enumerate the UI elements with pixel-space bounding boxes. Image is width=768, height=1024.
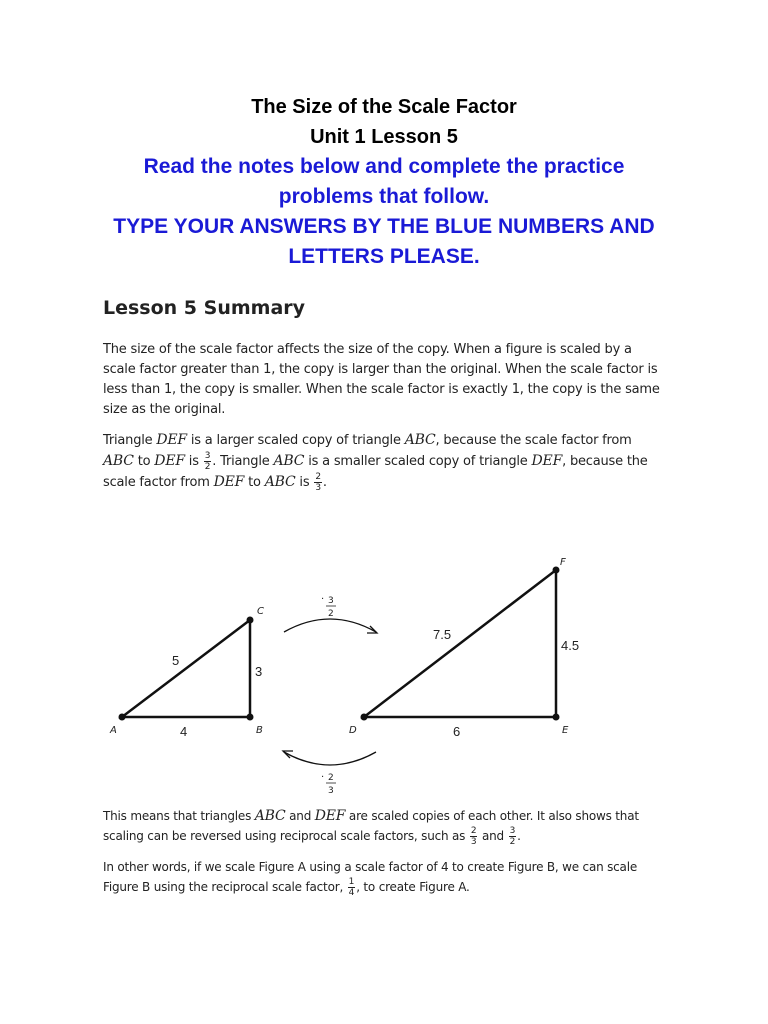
instruction-type-answers: TYPE YOUR ANSWERS BY THE BLUE NUMBERS AND LETTERS PLEASE.	[113, 215, 655, 268]
side-ac-length: 5	[172, 653, 180, 668]
summary-title: Lesson 5 Summary	[103, 297, 306, 319]
vertex-d	[361, 714, 368, 721]
fraction-denominator: 4	[348, 888, 355, 898]
label-b: B	[256, 725, 263, 736]
fraction-numerator: 2	[315, 472, 321, 482]
math-def: DEF	[531, 453, 563, 469]
vertex-f	[553, 567, 560, 574]
text: is	[184, 454, 203, 469]
reverse-factor-denominator: 3	[328, 786, 334, 796]
math-abc: ABC	[273, 453, 305, 469]
label-f: F	[560, 557, 566, 568]
conclusion-paragraph-2	[103, 857, 663, 898]
side-df-length: 7.5	[433, 627, 452, 642]
math-abc: ABC	[404, 432, 436, 448]
forward-factor-numerator: 3	[328, 596, 334, 606]
label-c: C	[257, 606, 264, 617]
fraction-denominator: 2	[204, 462, 211, 472]
vertex-a	[119, 714, 126, 721]
lesson-summary	[103, 298, 663, 503]
label-d: D	[349, 725, 357, 736]
triangle-def	[364, 570, 556, 717]
text: . Triangle	[212, 454, 274, 469]
multiply-dot: ·	[321, 594, 325, 605]
reverse-factor-numerator: 2	[328, 773, 334, 783]
instruction-notes: Read the notes below and complete the practice problems that follow.	[143, 155, 625, 208]
fraction-three-halves	[204, 451, 212, 472]
header	[0, 92, 768, 272]
fraction-denominator: 3	[470, 837, 477, 847]
fraction-numerator: 3	[509, 826, 516, 836]
text: , to create Figure A.	[356, 880, 470, 894]
text: , because the scale factor from	[435, 433, 632, 448]
text: is	[295, 475, 314, 490]
fraction-three-halves	[509, 826, 517, 847]
side-ab-length: 4	[180, 724, 188, 739]
math-abc: ABC	[254, 808, 286, 824]
text: .	[322, 475, 327, 490]
math-def: DEF	[156, 432, 187, 448]
text: to	[244, 475, 265, 490]
fraction-one-fourth	[348, 877, 356, 898]
math-def: DEF	[314, 808, 346, 824]
math-abc: ABC	[264, 474, 296, 490]
math-def: DEF	[213, 474, 245, 490]
multiply-dot: ·	[321, 772, 325, 783]
text: and	[478, 829, 508, 843]
math-def: DEF	[154, 453, 185, 469]
triangle-diagram	[0, 540, 768, 800]
fraction-two-thirds	[314, 472, 322, 493]
side-bc-length: 3	[255, 664, 263, 679]
summary-paragraph-2	[103, 430, 663, 493]
side-de-length: 6	[453, 724, 461, 739]
text: is a larger scaled copy of triangle	[186, 433, 405, 448]
text: to	[133, 454, 155, 469]
label-a: A	[110, 725, 117, 736]
page-title: The Size of the Scale Factor	[251, 96, 517, 118]
page-subtitle: Unit 1 Lesson 5	[310, 126, 458, 148]
label-e: E	[562, 725, 569, 736]
text: are scaled copies of each other. It also shows that scaling can be reversed using reciprocal scale factors, such as	[103, 809, 639, 843]
fraction-denominator: 3	[315, 483, 321, 493]
vertex-c	[247, 617, 254, 624]
summary-conclusion	[103, 806, 663, 908]
side-ef-length: 4.5	[561, 638, 580, 653]
fraction-numerator: 2	[470, 826, 477, 836]
conclusion-paragraph-1	[103, 806, 663, 847]
summary-paragraph-1: The size of the scale factor affects the size of the copy. When a figure is scaled by a scale factor greater than 1, the copy is larger than the original. When the scale factor is less than 1, the copy is smaller. When the scale factor is exactly 1, the copy is the same size as the original.	[103, 342, 660, 417]
triangle-abc	[122, 620, 250, 717]
fraction-numerator: 1	[348, 877, 355, 887]
text: is a smaller scaled copy of triangle	[304, 454, 532, 469]
fraction-two-thirds	[470, 826, 478, 847]
fraction-denominator: 2	[509, 837, 516, 847]
reverse-arc	[284, 752, 376, 765]
forward-arc	[284, 619, 376, 632]
text: Triangle	[103, 433, 157, 448]
forward-factor-denominator: 2	[328, 609, 334, 619]
text: , because the scale factor from	[103, 454, 648, 490]
text: This means that triangles	[103, 809, 255, 823]
fraction-numerator: 3	[204, 451, 211, 461]
text: In other words, if we scale Figure A using a scale factor of 4 to create Figure B, we can scale Figure B using the reciprocal scale factor,	[103, 860, 638, 894]
text: .	[517, 829, 521, 843]
vertex-e	[553, 714, 560, 721]
vertex-b	[247, 714, 254, 721]
math-abc: ABC	[103, 453, 134, 469]
text: and	[285, 809, 315, 823]
